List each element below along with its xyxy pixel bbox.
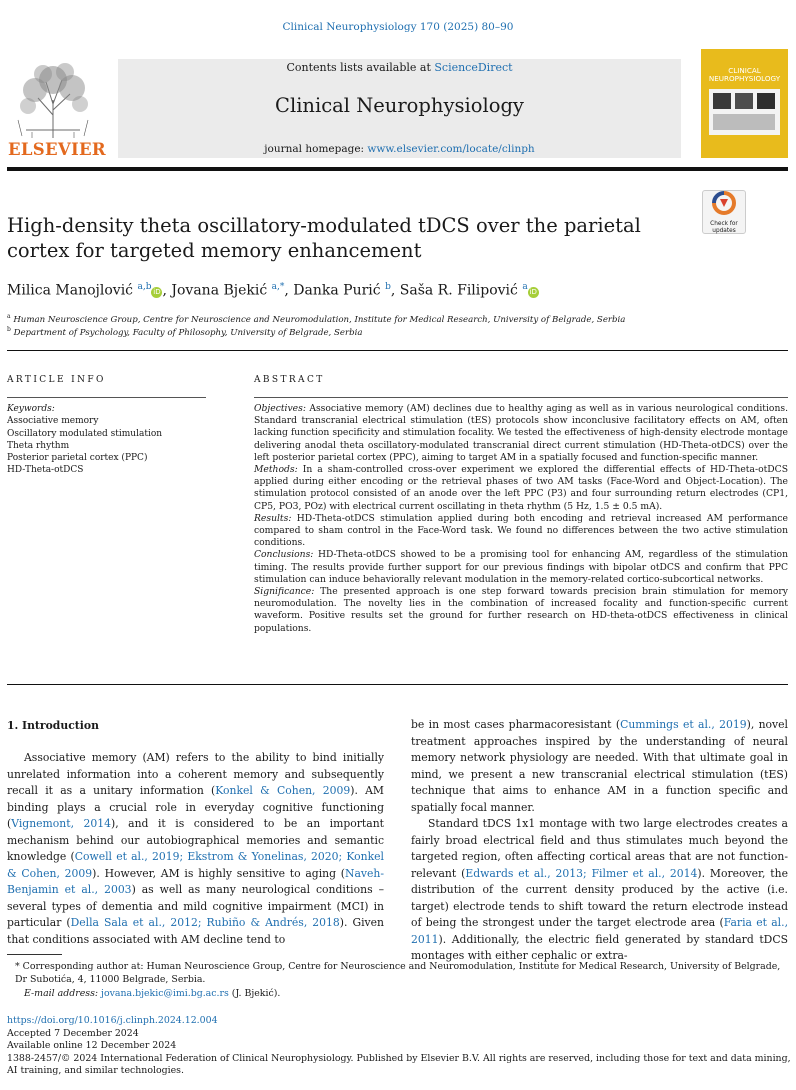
- author-list: Milica Manojlović $^{a,b}$ iD , Jovana Bjekić $^{a,*}$, Danka Purić $^b$, Saša R. Filipović $^a$ iD: [7, 282, 537, 299]
- abstract-section: [254, 464, 788, 513]
- header-rule: [7, 167, 788, 171]
- accepted-date: Accepted 7 December 2024: [7, 1027, 139, 1039]
- keyword: Oscillatory modulated stimulation: [7, 428, 163, 439]
- orcid-icon[interactable]: iD: [153, 287, 161, 296]
- cover-title: CLINICAL NEUROPHYSIOLOGY: [708, 66, 781, 83]
- footnote-rule: [7, 954, 62, 955]
- author-name[interactable]: Danka Purić: [293, 282, 381, 299]
- email-suffix: (J. Bjekić).: [228, 987, 281, 999]
- affiliation-mark: b: [7, 326, 11, 333]
- abstract-section-text: Associative memory (AM) declines due to healthy aging as well as in various neurological conditions. Standard transcranial electrical stimulation (tES) protocols show inconclusive facilitatory effects on AM, often lacking function specificity and stimulation focality. We tested the effectiveness of high-density electrode montage delivering anodal theta oscillatory-modulated transcranial direct current stimulation (HD-Theta-otDCS) over the left posterior parietal cortex (PPC), aiming to target AM in a spatially focused and function-specific manner.: [254, 403, 788, 463]
- citation-link[interactable]: Naveh-Benjamin et al., 2003: [7, 866, 384, 896]
- affiliation-b: [7, 326, 362, 338]
- elsevier-tree-logo: [8, 60, 98, 140]
- citation-link[interactable]: Della Sala et al., 2012; Rubiño & Andrés, 2018: [70, 916, 340, 929]
- abstract-heading: ABSTRACT: [254, 375, 325, 385]
- citation-link[interactable]: Konkel & Cohen, 2009: [215, 784, 351, 797]
- body-text: ), and it is considered to be an important mechanism behind our autobiographical memories and semantic knowledge (: [7, 817, 385, 863]
- body-text: ). AM binding plays a crucial role in everyday cognitive functioning (: [7, 784, 384, 830]
- author-name[interactable]: Jovana Bjekić: [171, 282, 268, 299]
- keywords-label: Keywords:: [7, 404, 55, 414]
- abstract-section-text: In a sham-controlled cross-over experiment we explored the differential effects of HD-Theta-otDCS applied during either encoding or the retrieval phases of two AM tasks (Face-Word and Object-Location). The stimulation protocol consisted of an anode over the left PPC (P3) and four surrounding return electrodes (CP1, CP5, PO3, POz) with electrical current oscillating in theta rhythm (5 Hz, 1.5 ± 0.5 mA).: [254, 464, 788, 512]
- article-info-rule: [7, 397, 206, 398]
- homepage-line: [118, 143, 681, 155]
- keyword: Posterior parietal cortex (PPC): [7, 453, 148, 464]
- body-text: Standard tDCS 1x1 montage with two large electrodes creates a fairly broad electrical field and thus stimulates much beyond the targeted region, often affecting cortical areas that are not function-relevant (: [411, 817, 788, 880]
- body-text: ) as well as many neurological conditions – several types of dementia and mild cognitive impairment (MCI) in particular (: [7, 883, 384, 929]
- abstract-section-text: HD-Theta-otDCS showed to be a promising tool for enhancing AM, regardless of the stimulation timing. The results provide further support for our previous findings with bipolar otDCS and confirm that PPC stimulation can induce behaviorally relevant modulation in the memory-related cortico-subcortical networks.: [254, 549, 788, 585]
- footnote: [7, 960, 791, 1000]
- abstract-section-label: Objectives:: [254, 403, 306, 414]
- check-updates-label: Check for updates: [710, 221, 738, 234]
- paragraph: [411, 816, 788, 965]
- elsevier-wordmark: ELSEVIER: [8, 140, 106, 159]
- abstract-section-label: Results:: [254, 512, 292, 524]
- body-text: Associative memory (AM) refers to the ability to bind initially unrelated information into a coherent memory and subsequently recall it as a unitary information (: [7, 751, 384, 797]
- abstract-section-text: The presented approach is one step forward towards precision brain stimulation for memory neuromodulation. The novelty lies in the combination of increased focality and function-specific current waveform. Positive results set the ground for further research on HD-theta-otDCS effectiveness in clinical populations.: [254, 586, 788, 634]
- body-text: ). Moreover, the distribution of the current density produced by the active (i.e. target) electrode tends to shift toward the return electrode instead of being the strongest under the target electrode area (: [411, 866, 788, 929]
- body-text: be in most cases pharmacoresistant (: [411, 718, 621, 731]
- author-name[interactable]: Saša R. Filipović: [399, 282, 518, 299]
- journal-title: Clinical Neurophysiology: [275, 94, 524, 117]
- abstract-section-label: Conclusions:: [254, 549, 314, 561]
- body-text: ). Additionally, the electric field generated by standard tDCS montages with either cephalic or extra-: [411, 932, 788, 962]
- abstract-body: [254, 403, 788, 635]
- paragraph: [411, 717, 788, 816]
- citation-link[interactable]: Cowell et al., 2019; Ekstrom & Yonelinas, 2020; Konkel & Cohen, 2009: [7, 850, 384, 880]
- abstract-section: [254, 513, 788, 550]
- body-text: ). Given that conditions associated with AM decline tend to: [7, 916, 384, 946]
- paragraph: [7, 750, 384, 948]
- abstract-section: [254, 549, 788, 586]
- citation-link[interactable]: Faria et al., 2011: [411, 916, 788, 946]
- citation-link[interactable]: Cummings et al., 2019: [620, 718, 747, 731]
- keyword: HD-Theta-otDCS: [7, 465, 84, 476]
- author-affiliation-mark[interactable]: b: [385, 282, 391, 292]
- affiliation-a: [7, 313, 625, 325]
- email-label: E-mail address:: [24, 987, 102, 999]
- online-date: Available online 12 December 2024: [7, 1040, 177, 1052]
- cover-figure: [709, 89, 780, 135]
- sciencedirect-link[interactable]: ScienceDirect: [434, 61, 513, 74]
- homepage-prefix: journal homepage:: [264, 143, 368, 155]
- author-name[interactable]: Milica Manojlović: [7, 282, 134, 299]
- contents-line: [118, 61, 681, 74]
- author-affiliation-mark[interactable]: a,b: [137, 282, 152, 292]
- section-rule: [7, 350, 788, 351]
- copyright-notice: 1388-2457/© 2024 International Federation of Clinical Neurophysiology. Published by Elsevier B.V. All rights are reserved, including those for text and data mining, AI training, and similar technologies.: [7, 1052, 791, 1077]
- homepage-link[interactable]: www.elsevier.com/locate/clinph: [367, 143, 535, 155]
- keywords-block: [7, 403, 207, 477]
- citation-link[interactable]: Vignemont, 2014: [11, 817, 111, 830]
- abstract-section: [254, 586, 788, 635]
- email-link[interactable]: jovana.bjekic@imi.bg.ac.rs: [101, 987, 229, 999]
- body-text: ). However, AM is highly sensitive to aging (: [92, 866, 346, 880]
- abstract-section-label: Methods:: [254, 464, 298, 476]
- article-info-heading: ARTICLE INFO: [7, 375, 106, 385]
- check-for-updates-button[interactable]: [702, 190, 746, 234]
- abstract-section-text: HD-Theta-otDCS stimulation applied during both encoding and retrieval increased AM performance compared to sham control in the Face-Word task. We found no differences between the two active stimulation conditions.: [254, 512, 788, 549]
- body-text: ), novel treatment approaches inspired by the understanding of neural memory network physiology are needed. With that ultimate goal in mind, we present a new transcranial electrical stimulation (tES) technique that aims to enhance AM in a function specific and spatially focal manner.: [411, 718, 788, 814]
- author-affiliation-mark[interactable]: a: [522, 282, 528, 292]
- keyword: Theta rhythm: [7, 440, 70, 451]
- body-column-right: [411, 717, 788, 965]
- abstract-section-label: Significance:: [254, 586, 315, 598]
- citation-link[interactable]: Edwards et al., 2013; Filmer et al., 2014: [465, 866, 698, 880]
- orcid-icon[interactable]: iD: [529, 287, 537, 296]
- affiliation-text: Department of Psychology, Faculty of Philosophy, University of Belgrade, Serbia: [13, 327, 363, 338]
- journal-citation[interactable]: Clinical Neurophysiology 170 (2025) 80–90: [282, 21, 514, 33]
- corresponding-author-note: Corresponding author at: Human Neuroscience Group, Centre for Neuroscience and Neuromodulation, Institute for Medical Research, University of Belgrade, Dr Subotića, 4, 11000 Belgrade, Serbia.: [15, 961, 781, 986]
- article-metadata: [7, 1015, 791, 1078]
- keyword: Associative memory: [7, 416, 99, 427]
- journal-cover-image[interactable]: [701, 49, 788, 158]
- abstract-section: [254, 403, 788, 464]
- affiliation-text: Human Neuroscience Group, Centre for Neuroscience and Neuromodulation, Institute for Medical Research, University of Belgrade, Serbia: [13, 314, 626, 325]
- check-updates-icon: [703, 191, 745, 217]
- section-heading-introduction: 1. Introduction: [7, 719, 99, 732]
- article-title: High-density theta oscillatory-modulated tDCS over the parietal cortex for targeted memory enhancement: [7, 214, 641, 262]
- doi-link[interactable]: https://doi.org/10.1016/j.clinph.2024.12.004: [7, 1015, 218, 1026]
- abstract-end-rule: [7, 684, 788, 685]
- affiliation-mark: a: [7, 313, 11, 320]
- footnote-mark: *: [15, 961, 20, 972]
- abstract-rule: [254, 397, 788, 398]
- contents-prefix: Contents lists available at: [286, 61, 435, 74]
- body-column-left: [7, 750, 384, 948]
- author-affiliation-mark[interactable]: a,*: [271, 282, 285, 292]
